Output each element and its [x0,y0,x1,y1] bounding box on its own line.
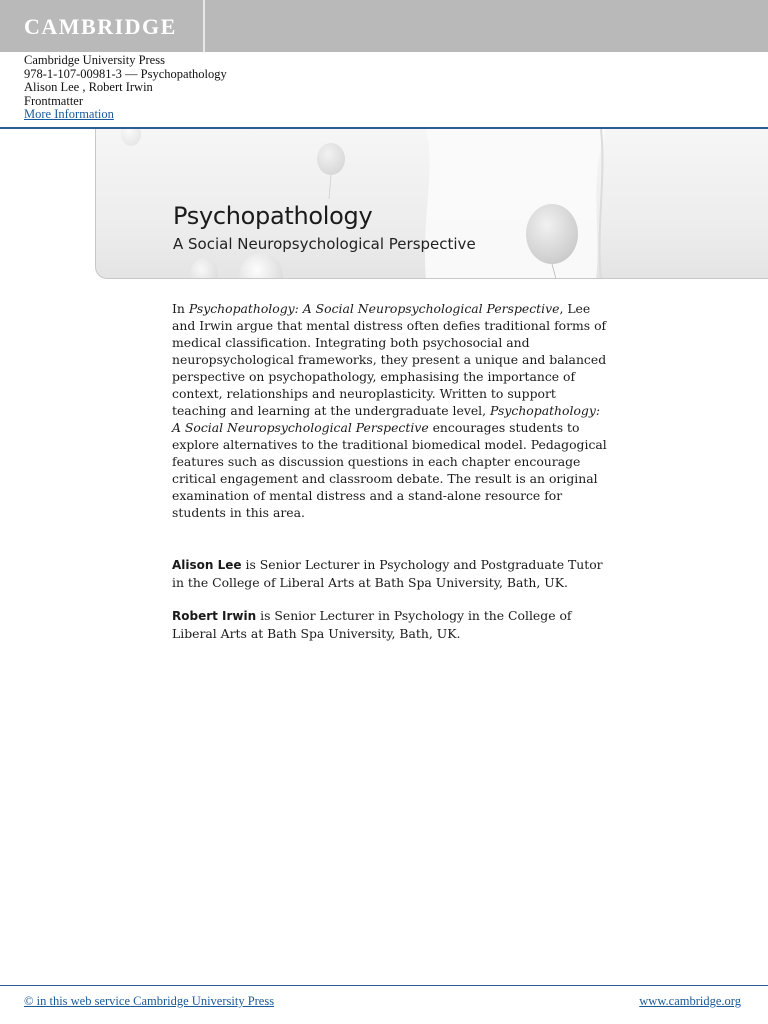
publisher-line: Cambridge University Press [24,53,165,67]
cover-subtitle: A Social Neuropsychological Perspective [173,235,476,253]
authors-line: Alison Lee , Robert Irwin [24,80,153,95]
brand-bar [0,0,768,52]
isbn-title-line: 978-1-107-00981-3 — Psychopathology [24,66,227,81]
book-title-italic: Psychopathology: A Social Neuropsychological Perspective [188,301,560,316]
cambridge-site-link[interactable]: www.cambridge.org [639,994,741,1008]
author-name: Robert Irwin [172,609,257,623]
cover-art-panel [95,129,768,279]
author-bio: Robert Irwin is Senior Lecturer in Psychology in the College of Liberal Arts at Bath Spa University, Bath, UK. [172,608,572,641]
book-metadata [24,54,424,122]
section-line: Frontmatter [24,93,84,108]
cambridge-logo[interactable]: CAMBRIDGE [24,14,177,39]
author-name: Alison Lee [172,558,242,572]
book-description: In Psychopathology: A Social Neuropsychological Perspective, Lee and Irwin argue that mental distress often defies traditional forms of medical classification. Integrating both psychosocial and neuropsychological frameworks, they present a unique and balanced perspective on psychopathology, emphasising the importance of context, relationships and neuroplasticity. Written to support teaching and learning at the undergraduate level, Psychopathology: A Social Neuropsychological Perspective encourages students to explore alternatives to the traditional biomedical model. Pedagogical features such as discussion questions in each chapter encourage critical engagement and classroom debate. The result is an original examination of mental distress and a stand-alone resource for students in this area. [172,301,607,520]
copyright-link[interactable]: © in this web service Cambridge University Press [24,994,275,1008]
brand-divider [203,0,205,52]
footer-rule [0,985,768,986]
cover-title: Psychopathology [173,202,373,230]
book-title-italic: Psychopathology: A Social Neuropsychological Perspective [172,403,601,435]
author-bio: Alison Lee is Senior Lecturer in Psychology and Postgraduate Tutor in the College of Liberal Arts at Bath Spa University, Bath, UK. [172,557,603,590]
more-information-link[interactable]: More Information [24,107,114,122]
